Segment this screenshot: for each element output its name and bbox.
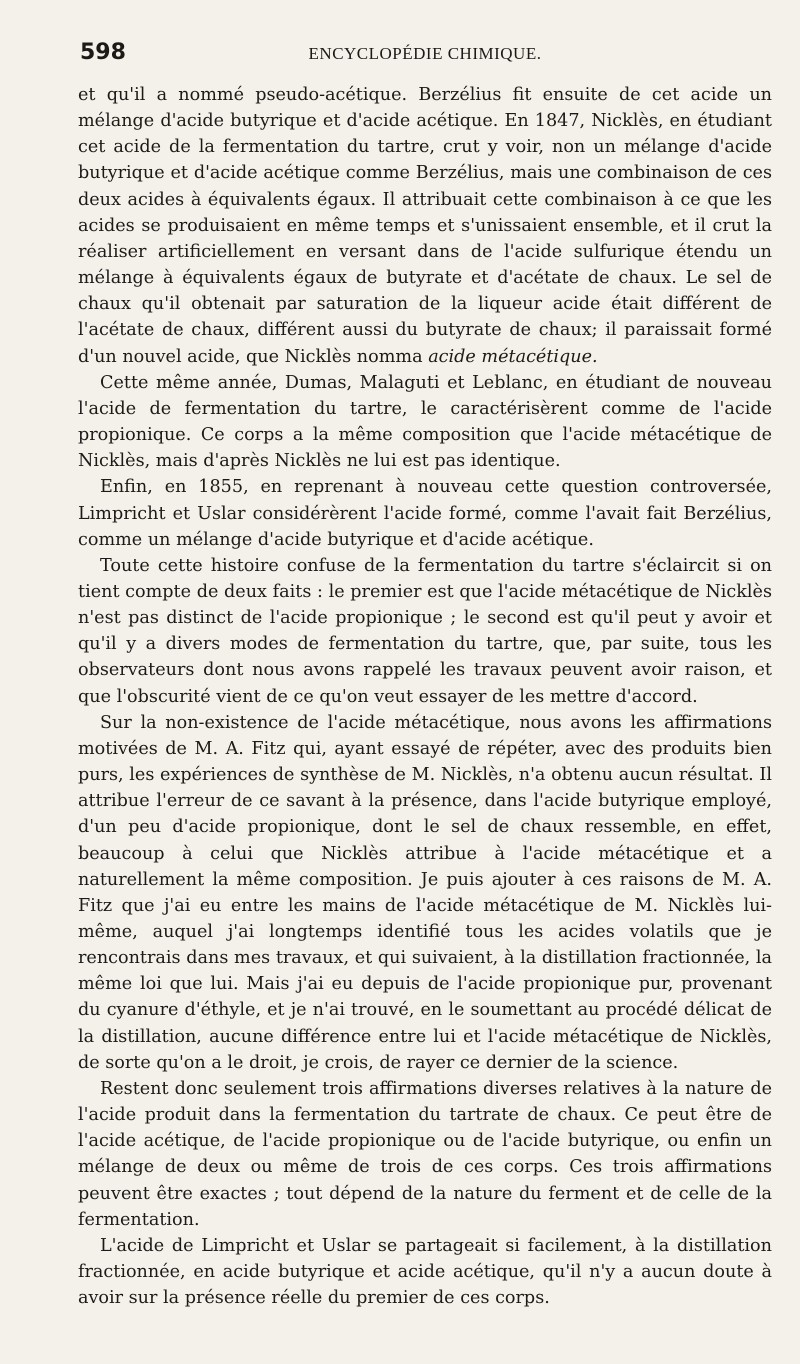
paragraph: Cette même année, Dumas, Malaguti et Leblanc, en étudiant de nouveau l'acide de fermentation du tartre, le caractérisèrent comme de l'acide propionique. Ce corps a la même composition que l'acide métacétique de Nicklès, mais d'après Nicklès ne lui est pas identique. (78, 372, 772, 472)
paragraph: Sur la non-existence de l'acide métacétique, nous avons les affirmations motivées de M. A. Fitz qui, ayant essayé de répéter, avec des produits bien purs, les expériences de synthèse de M. Nicklès, n'a obtenu aucun résultat. Il attribue l'erreur de ce savant à la présence, dans l'acide butyrique employé, d'un peu d'acide propionique, dont le sel de chaux ressemble, en effet, beaucoup à celui que Nicklès attribue à l'acide métacétique et a naturellement la même composition. Je puis ajouter à ces raisons de M. A. Fitz que j'ai eu entre les mains de l'acide métacétique de M. Nicklès lui-même, auquel j'ai longtemps identifié tous les acides volatils que je rencontrais dans mes travaux, et qui suivaient, à la distillation fractionnée, la même loi que lui. Mais j'ai eu depuis de l'acide propionique pur, provenant du cyanure d'éthyle, et je n'ai trouvé, en le soumettant au procédé délicat de la distillation, aucune différence entre lui et l'acide métacétique de Nicklès, de sorte qu'on a le droit, je crois, de rayer ce dernier de la science. (78, 712, 772, 1073)
paragraph: Enfin, en 1855, en reprenant à nouveau cette question controversée, Limpricht et Uslar considérèrent l'acide formé, comme l'avait fait Berzélius, comme un mélange d'acide butyrique et d'acide acétique. (78, 477, 772, 550)
italic-term: acide métacétique. (428, 346, 598, 367)
running-title: ENCYCLOPÉDIE CHIMIQUE. (308, 44, 542, 63)
body-text (78, 82, 772, 1311)
paragraph: Toute cette histoire confuse de la fermentation du tartre s'éclaircit si on tient compte de deux faits : le premier est que l'acide métacétique de Nicklès n'est pas distinct de l'acide propionique ; le second est qu'il peut y avoir et qu'il y a divers modes de fermentation du tartre, que, par suite, tous les observateurs dont nous avons rappelé les travaux peuvent avoir raison, et que l'obscurité vient de ce qu'on veut essayer de les mettre d'accord. (78, 555, 772, 707)
paragraph: L'acide de Limpricht et Uslar se partageait si facilement, à la distillation fractionnée, en acide butyrique et acide acétique, qu'il n'y a aucun doute à avoir sur la présence réelle du premier de ces corps. (78, 1235, 772, 1309)
page-header (80, 40, 770, 70)
page-number: 598 (80, 40, 126, 65)
paragraph: Restent donc seulement trois affirmations diverses relatives à la nature de l'acide produit dans la fermentation du tartrate de chaux. Ce peut être de l'acide acétique, de l'acide propionique ou de l'acide butyrique, ou enfin un mélange de deux ou même de trois de ces corps. Ces trois affirmations peuvent être exactes ; tout dépend de la nature du ferment et de celle de la fermentation. (78, 1078, 772, 1230)
paragraph-text: et qu'il a nommé pseudo-acétique. Berzélius fit ensuite de cet acide un mélange d'acide butyrique et d'acide acétique. En 1847, Nicklès, en étudiant cet acide de la fermentation du tartre, crut y voir, non un mélange d'acide butyrique et d'acide acétique comme Berzélius, mais une combinaison de ces deux acides à équivalents égaux. Il attribuait cette combinaison à ce que les acides se produisaient en même temps et s'unissaient ensemble, et il crut la réaliser artificiellement en versant dans de l'acide sulfurique étendu un mélange à équivalents égaux de butyrate et d'acétate de chaux. Le sel de chaux qu'il obtenait par saturation de la liqueur acide était différent de l'acétate de chaux, différent aussi du butyrate de chaux; il paraissait formé d'un nouvel acide, que Nicklès nomma (78, 85, 772, 367)
paragraph (78, 82, 772, 370)
